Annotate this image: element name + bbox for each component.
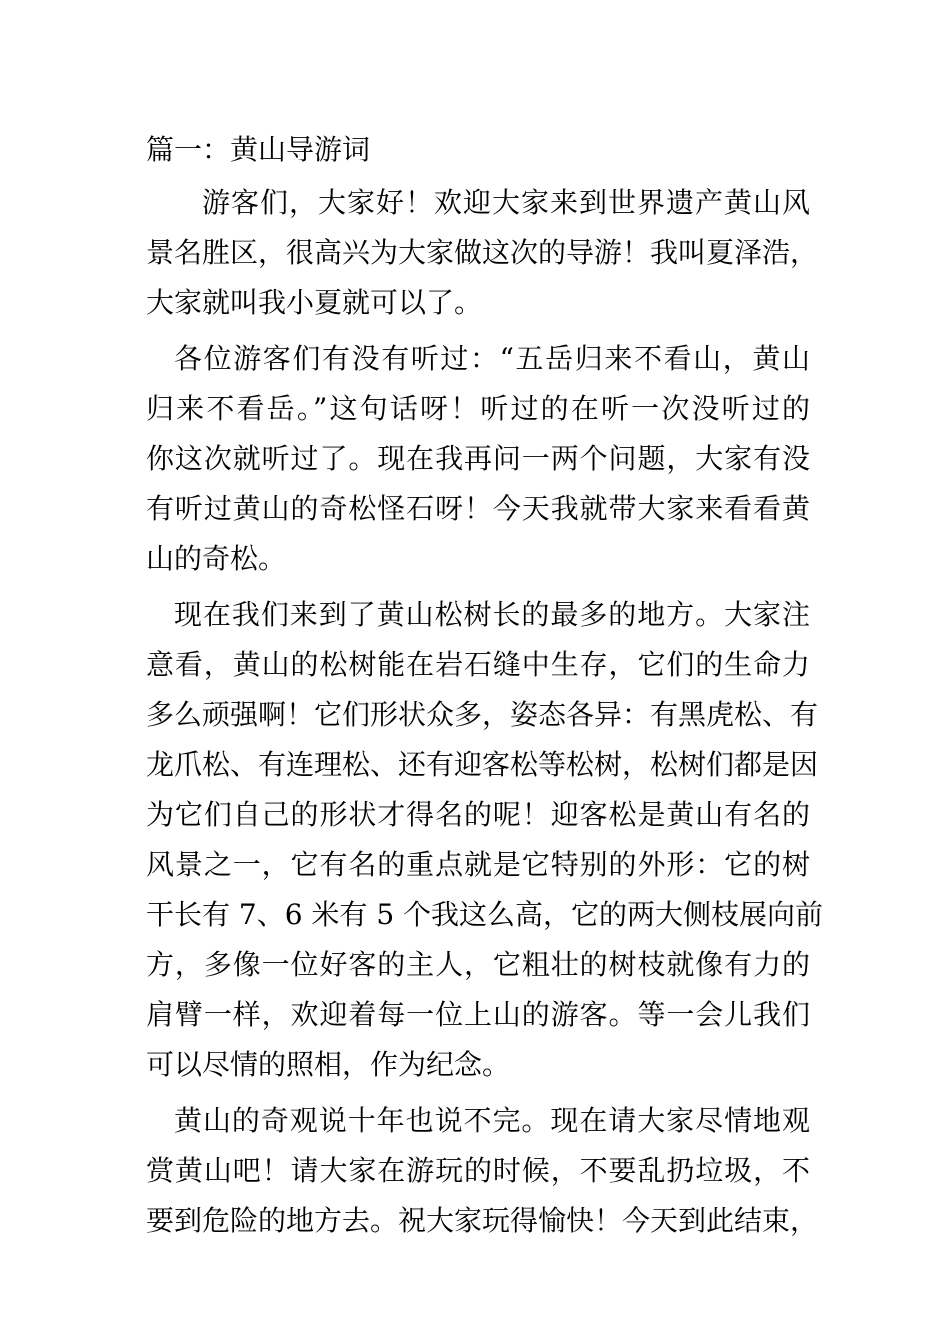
paragraph-question [146, 334, 810, 584]
paragraph-line: 山的奇松。 [146, 542, 287, 575]
paragraph-line: 意看，黄山的松树能在岩石缝中生存，它们的生命力 [146, 648, 810, 681]
paragraph-line: 大家就叫我小夏就可以了。 [146, 286, 483, 319]
paragraph-line: 现在我们来到了黄山松树长的最多的地方。大家注 [174, 598, 810, 631]
paragraph-line: 归来不看岳。”这句话呀！听过的在听一次没听过的 [146, 392, 810, 425]
paragraph-line: 黄山的奇观说十年也说不完。现在请大家尽情地观 [174, 1104, 810, 1137]
paragraph-line: 方，多像一位好客的主人，它粗壮的树枝就像有力的 [146, 948, 810, 981]
document-body [146, 128, 824, 1252]
paragraph-closing [146, 1096, 819, 1246]
paragraph-line: 风景之一，它有名的重点就是它特别的外形：它的树 [146, 848, 810, 881]
document-title: 篇一：黄山导游词 [146, 133, 371, 166]
paragraph-welcome [146, 178, 819, 328]
paragraph-line: 可以尽情的照相，作为纪念。 [146, 1048, 511, 1081]
paragraph-line: 景名胜区，很高兴为大家做这次的导游！我叫夏泽浩， [146, 236, 819, 269]
paragraph-line: 游客们，大家好！欢迎大家来到世界遗产黄山风 [202, 186, 810, 219]
paragraph-line: 要到危险的地方去。祝大家玩得愉快！今天到此结束， [146, 1204, 819, 1237]
paragraph-line: 有听过黄山的奇松怪石呀！今天我就带大家来看看黄 [146, 492, 810, 525]
paragraph-line: 多么顽强啊！它们形状众多，姿态各异：有黑虎松、有 [146, 698, 819, 731]
paragraph-line: 肩臂一样，欢迎着每一位上山的游客。等一会儿我们 [146, 998, 810, 1031]
paragraph-line: 各位游客们有没有听过：“五岳归来不看山，黄山 [174, 342, 810, 375]
paragraph-pines [146, 590, 824, 1090]
paragraph-line: 为它们自己的形状才得名的呢！迎客松是黄山有名的 [146, 798, 810, 831]
paragraph-line: 龙爪松、有连理松、还有迎客松等松树，松树们都是因 [146, 748, 819, 781]
paragraph-line: 干长有 7、6 米有 5 个我这么高，它的两大侧枝展向前 [146, 898, 824, 931]
paragraph-line: 你这次就听过了。现在我再问一两个问题，大家有没 [146, 442, 810, 475]
paragraph-line: 赏黄山吧！请大家在游玩的时候，不要乱扔垃圾，不 [146, 1154, 810, 1187]
